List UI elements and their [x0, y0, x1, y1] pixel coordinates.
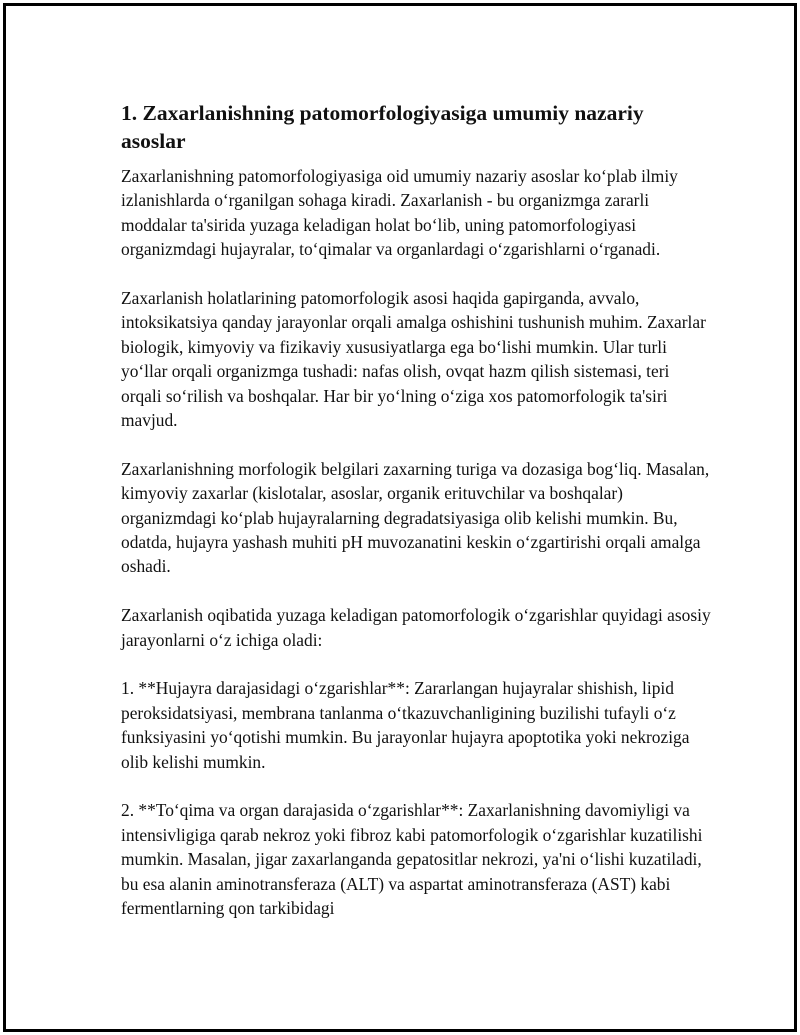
paragraph-processes-intro: Zaxarlanish oqibatida yuzaga keladigan patomorfologik o‘zgarishlar quyidagi asosiy jarayonlarni o‘z ichiga oladi: [121, 605, 711, 650]
paragraph-intro: Zaxarlanishning patomorfologiyasiga oid umumiy nazariy asoslar ko‘plab ilmiy izlanishlarda o‘rganilgan sohaga kiradi. Zaxarlanish - bu organizmga zararli moddalar ta'sirida yuzaga keladigan holat bo‘lib, uning patomorfologiyasi organizmdagi hujayralar, to‘qimalar va organlardagi o‘zgarishlarni o‘rganadi. [121, 166, 678, 260]
paragraph-intoxication: Zaxarlanish holatlarining patomorfologik asosi haqida gapirganda, avvalo, intoksikatsiya qanday jarayonlar orqali amalga oshishini tushunish muhim. Zaxarlar biologik, kimyoviy va fizikaviy xususiyatlarga ega bo‘lishi mumkin. Ular turli yo‘llar orqali organizmga tushadi: nafas olish, ovqat hazm qilish sistemasi, teri orqali so‘rilish va boshqalar. Har bir yo‘lning o‘ziga xos patomorfologik ta'siri mavjud. [121, 288, 706, 431]
document-body [121, 99, 711, 945]
page-frame [3, 3, 797, 1032]
paragraph-cell-level: 1. **Hujayra darajasidagi o‘zgarishlar**: Zararlangan hujayralar shishish, lipid peroksidatsiyasi, membrana tanlanma o‘tkazuvchanligining buzilishi tufayli o‘z funksiyasini yo‘qotishi mumkin. Bu jarayonlar hujayra apoptotika yoki nekroziga olib kelishi mumkin. [121, 678, 690, 772]
paragraph-tissue-organ-level: 2. **To‘qima va organ darajasida o‘zgarishlar**: Zaxarlanishning davomiyligi va intensivligiga qarab nekroz yoki fibroz kabi patomorfologik o‘zgarishlar kuzatilishi mumkin. Masalan, jigar zaxarlanganda gepatositlar nekrozi, ya'ni o‘lishi kuzatiladi, bu esa alanin aminotransferaza (ALT) va aspartat aminotransferaza (AST) kabi fermentlarning qon tarkibidagi [121, 800, 703, 919]
paragraph-morphological-signs: Zaxarlanishning morfologik belgilari zaxarning turiga va dozasiga bog‘liq. Masalan, kimyoviy zaxarlar (kislotalar, asoslar, organik erituvchilar va boshqalar) organizmdagi ko‘plab hujayralarning degradatsiyasiga olib kelishi mumkin. Bu, odatda, hujayra yashash muhiti pH muvozanatini keskin o‘zgartirishi orqali amalga oshadi. [121, 458, 710, 577]
document-title: 1. Zaxarlanishning patomorfologiyasiga umumiy nazariy asoslar [121, 101, 644, 153]
